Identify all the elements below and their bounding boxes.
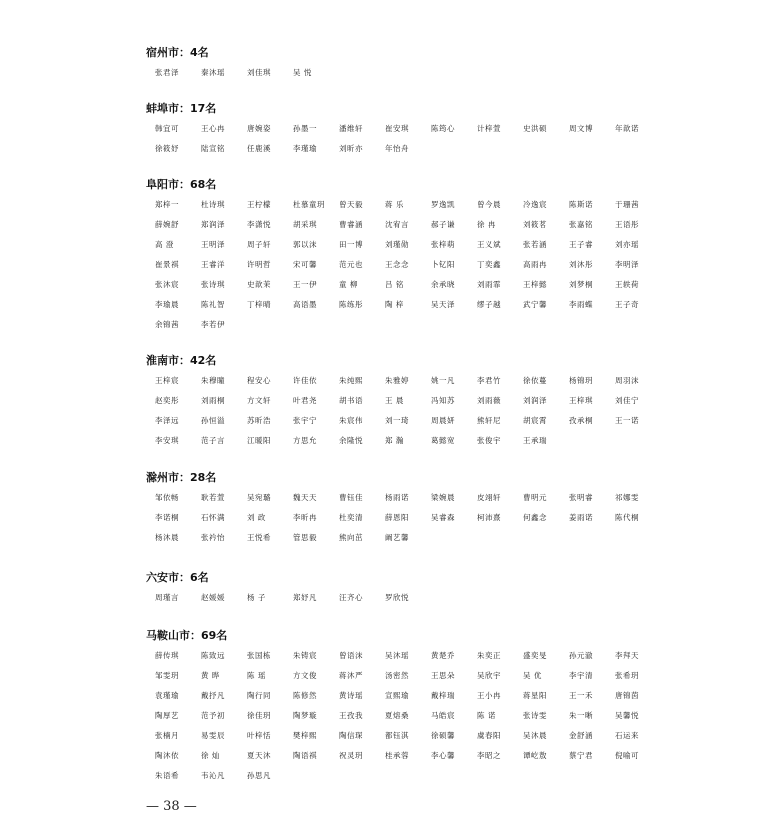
name-grid bbox=[155, 588, 661, 608]
person-name: 蒋 乐 bbox=[385, 200, 404, 209]
person-name: 樊梓熙 bbox=[293, 731, 317, 740]
person-name: 张诗琪 bbox=[201, 280, 225, 289]
person-name: 唐锦茵 bbox=[615, 691, 639, 700]
person-name: 王 晨 bbox=[385, 396, 404, 405]
person-name: 任鹿溪 bbox=[247, 144, 271, 153]
section-chuzhou bbox=[146, 470, 661, 548]
person-name: 唐婉姿 bbox=[247, 124, 271, 133]
person-name: 戴梓瑞 bbox=[431, 691, 455, 700]
person-name: 陈修然 bbox=[293, 691, 317, 700]
person-name: 李君竹 bbox=[477, 376, 501, 385]
person-name: 苏昕浩 bbox=[247, 416, 271, 425]
person-name: 丁梓晴 bbox=[247, 300, 271, 309]
person-name: 陶 梓 bbox=[385, 300, 404, 309]
person-name: 刘 政 bbox=[247, 513, 266, 522]
person-name: 刘一琦 bbox=[385, 416, 409, 425]
person-name: 罗欣悦 bbox=[385, 593, 409, 602]
person-name: 郑润泽 bbox=[201, 220, 225, 229]
person-name: 王睿洋 bbox=[201, 260, 225, 269]
person-name: 柯沛熹 bbox=[477, 513, 501, 522]
person-name: 何鑫念 bbox=[523, 513, 547, 522]
person-name: 吴欣宇 bbox=[477, 671, 501, 680]
person-name: 李若伊 bbox=[201, 320, 225, 329]
person-name: 徐佳玥 bbox=[247, 711, 271, 720]
person-name: 于珊茜 bbox=[615, 200, 639, 209]
person-name: 武宁馨 bbox=[523, 300, 547, 309]
person-name: 方文轩 bbox=[247, 396, 271, 405]
person-name: 陶梦璇 bbox=[293, 711, 317, 720]
person-name: 王梓宸 bbox=[155, 376, 179, 385]
person-name: 陈 诺 bbox=[477, 711, 496, 720]
person-name: 孙恒溢 bbox=[201, 416, 225, 425]
section-heading: 滁州市：28名 bbox=[146, 471, 217, 484]
person-name: 李泽远 bbox=[155, 416, 179, 425]
person-name: 吴宛璐 bbox=[247, 493, 271, 502]
person-name: 曹钰佳 bbox=[339, 493, 363, 502]
person-name: 周羽沫 bbox=[615, 376, 639, 385]
person-name: 刘佳宁 bbox=[615, 396, 639, 405]
person-name: 王一伊 bbox=[293, 280, 317, 289]
person-name: 余锦茜 bbox=[155, 320, 179, 329]
person-name: 曹明元 bbox=[523, 493, 547, 502]
person-name: 刘瑾勋 bbox=[385, 240, 409, 249]
person-name: 孙元澈 bbox=[569, 651, 593, 660]
person-name: 李宇清 bbox=[569, 671, 593, 680]
person-name: 王思朵 bbox=[431, 671, 455, 680]
person-name: 刘沐彤 bbox=[569, 260, 593, 269]
person-name: 杜诗琪 bbox=[201, 200, 225, 209]
person-name: 张明睿 bbox=[569, 493, 593, 502]
person-name: 陶信琛 bbox=[339, 731, 363, 740]
person-name: 刘昕亦 bbox=[339, 144, 363, 153]
person-name: 宋可馨 bbox=[293, 260, 317, 269]
section-heading: 宿州市：4名 bbox=[146, 46, 209, 59]
section-maanshan bbox=[146, 628, 661, 786]
person-name: 李诺桐 bbox=[155, 513, 179, 522]
person-name: 叶梓恬 bbox=[247, 731, 271, 740]
person-name: 葛懿宽 bbox=[431, 436, 455, 445]
person-name: 陈筠心 bbox=[431, 124, 455, 133]
name-grid bbox=[155, 119, 661, 159]
person-name: 张国栋 bbox=[247, 651, 271, 660]
person-name: 刘雨霏 bbox=[477, 280, 501, 289]
person-name: 吴沐晨 bbox=[523, 731, 547, 740]
person-name: 梁婉晨 bbox=[431, 493, 455, 502]
person-name: 虞春阳 bbox=[477, 731, 501, 740]
person-name: 江暖阳 bbox=[247, 436, 271, 445]
person-name: 吴 悦 bbox=[293, 68, 312, 77]
person-name: 徐 冉 bbox=[477, 220, 496, 229]
person-name: 张楠月 bbox=[155, 731, 179, 740]
person-name: 朱语希 bbox=[155, 771, 179, 780]
person-name: 崔安琪 bbox=[385, 124, 409, 133]
person-name: 杜奕清 bbox=[339, 513, 363, 522]
person-name: 郝子谦 bbox=[431, 220, 455, 229]
person-name: 余承晓 bbox=[431, 280, 455, 289]
person-name: 王子睿 bbox=[569, 240, 593, 249]
person-name: 胡宸霄 bbox=[523, 416, 547, 425]
person-name: 王语彤 bbox=[615, 220, 639, 229]
person-name: 皮翊轩 bbox=[477, 493, 501, 502]
person-name: 蔡宁君 bbox=[569, 751, 593, 760]
person-name: 陶沐依 bbox=[155, 751, 179, 760]
person-name: 高雨冉 bbox=[523, 260, 547, 269]
person-name: 陈 瑶 bbox=[247, 671, 266, 680]
person-name: 薛婉舒 bbox=[155, 220, 179, 229]
person-name: 张若涵 bbox=[523, 240, 547, 249]
person-name: 耿若萱 bbox=[201, 493, 225, 502]
person-name: 余隆悦 bbox=[339, 436, 363, 445]
person-name: 蒋星阳 bbox=[523, 691, 547, 700]
person-name: 薛传琪 bbox=[155, 651, 179, 660]
person-name: 谭屹敖 bbox=[523, 751, 547, 760]
person-name: 王承瑞 bbox=[523, 436, 547, 445]
person-name: 范子言 bbox=[201, 436, 225, 445]
person-name: 陈礼智 bbox=[201, 300, 225, 309]
person-name: 韩宜可 bbox=[155, 124, 179, 133]
person-name: 陶语祺 bbox=[293, 751, 317, 760]
person-name: 王梓懿 bbox=[523, 280, 547, 289]
person-name: 李心馨 bbox=[431, 751, 455, 760]
person-name: 吴天泽 bbox=[431, 300, 455, 309]
person-name: 朱雅婷 bbox=[385, 376, 409, 385]
person-name: 朱一晰 bbox=[569, 711, 593, 720]
section-heading: 六安市：6名 bbox=[146, 571, 209, 584]
person-name: 祝灵玥 bbox=[339, 751, 363, 760]
person-name: 邹依畅 bbox=[155, 493, 179, 502]
person-name: 李安琪 bbox=[155, 436, 179, 445]
person-name: 刘筱茗 bbox=[523, 220, 547, 229]
person-name: 王心冉 bbox=[201, 124, 225, 133]
person-name: 袁瑾瑜 bbox=[155, 691, 179, 700]
person-name: 胡书语 bbox=[339, 396, 363, 405]
person-name: 朱纯熙 bbox=[339, 376, 363, 385]
person-name: 高语墨 bbox=[293, 300, 317, 309]
person-name: 年歆诺 bbox=[615, 124, 639, 133]
person-name: 崔景祺 bbox=[155, 260, 179, 269]
person-name: 范元也 bbox=[339, 260, 363, 269]
person-name: 王义斌 bbox=[477, 240, 501, 249]
person-name: 张嘉铭 bbox=[569, 220, 593, 229]
person-name: 王念念 bbox=[385, 260, 409, 269]
person-name: 李瑾瑜 bbox=[293, 144, 317, 153]
person-name: 朱铸宸 bbox=[293, 651, 317, 660]
section-heading: 阜阳市：68名 bbox=[146, 178, 217, 191]
person-name: 罗逸凯 bbox=[431, 200, 455, 209]
person-name: 徐依蔓 bbox=[523, 376, 547, 385]
section-huainan bbox=[146, 353, 661, 451]
person-name: 年怡舟 bbox=[385, 144, 409, 153]
person-name: 王梓琪 bbox=[569, 396, 593, 405]
person-name: 蒋沐严 bbox=[339, 671, 363, 680]
person-name: 计梓萱 bbox=[477, 124, 501, 133]
section-fuyang bbox=[146, 177, 661, 335]
person-name: 王明泽 bbox=[201, 240, 225, 249]
person-name: 徐硕馨 bbox=[431, 731, 455, 740]
person-name: 吕 铭 bbox=[385, 280, 404, 289]
person-name: 祁娜雯 bbox=[615, 493, 639, 502]
person-name: 张希玥 bbox=[615, 671, 639, 680]
person-name: 刘雨桐 bbox=[201, 396, 225, 405]
person-name: 冯知苏 bbox=[431, 396, 455, 405]
person-name: 方思允 bbox=[293, 436, 317, 445]
person-name: 高 澄 bbox=[155, 240, 174, 249]
person-name: 戴抒凡 bbox=[201, 691, 225, 700]
person-name: 周子轩 bbox=[247, 240, 271, 249]
person-name: 胡采琪 bbox=[293, 220, 317, 229]
name-grid bbox=[155, 488, 661, 548]
person-name: 张君泽 bbox=[155, 68, 179, 77]
person-name: 史洪硕 bbox=[523, 124, 547, 133]
person-name: 许明哲 bbox=[247, 260, 271, 269]
person-name: 陈代桐 bbox=[615, 513, 639, 522]
person-name: 王悦希 bbox=[247, 533, 271, 542]
section-heading: 马鞍山市：69名 bbox=[146, 629, 228, 642]
person-name: 邹雯玥 bbox=[155, 671, 179, 680]
person-name: 孜承桐 bbox=[569, 416, 593, 425]
person-name: 夏熔桑 bbox=[385, 711, 409, 720]
person-name: 张衿怡 bbox=[201, 533, 225, 542]
person-name: 易雯辰 bbox=[201, 731, 225, 740]
person-name: 姚一凡 bbox=[431, 376, 455, 385]
section-heading: 蚌埠市：17名 bbox=[146, 102, 217, 115]
person-name: 刘亦瑶 bbox=[615, 240, 639, 249]
section-luan bbox=[146, 570, 661, 608]
name-grid bbox=[155, 63, 661, 83]
person-name: 张沐宸 bbox=[155, 280, 179, 289]
person-name: 李雨蝶 bbox=[569, 300, 593, 309]
person-name: 王一诺 bbox=[615, 416, 639, 425]
person-name: 王柠檬 bbox=[247, 200, 271, 209]
person-name: 朱穆瞳 bbox=[201, 376, 225, 385]
person-name: 王孜我 bbox=[339, 711, 363, 720]
person-name: 刘梦桐 bbox=[569, 280, 593, 289]
person-name: 吴 优 bbox=[523, 671, 542, 680]
person-name: 陈练彤 bbox=[339, 300, 363, 309]
person-name: 黄 晔 bbox=[201, 671, 220, 680]
person-name: 李昕冉 bbox=[293, 513, 317, 522]
person-name: 李明泽 bbox=[615, 260, 639, 269]
person-name: 张俊宇 bbox=[477, 436, 501, 445]
person-name: 薛恩阳 bbox=[385, 513, 409, 522]
person-name: 赵奕彤 bbox=[155, 396, 179, 405]
person-name: 刘润泽 bbox=[523, 396, 547, 405]
person-name: 杨 子 bbox=[247, 593, 266, 602]
person-name: 吴馨悦 bbox=[615, 711, 639, 720]
person-name: 黄诗瑶 bbox=[339, 691, 363, 700]
person-name: 熊向茁 bbox=[339, 533, 363, 542]
person-name: 曾天毅 bbox=[339, 200, 363, 209]
person-name: 杨沐晨 bbox=[155, 533, 179, 542]
person-name: 倪喻可 bbox=[615, 751, 639, 760]
person-name: 周瑾言 bbox=[155, 593, 179, 602]
person-name: 缪子越 bbox=[477, 300, 501, 309]
person-name: 徐筱妤 bbox=[155, 144, 179, 153]
person-name: 陈斯诺 bbox=[569, 200, 593, 209]
person-name: 陆宣铭 bbox=[201, 144, 225, 153]
person-name: 郭以沫 bbox=[293, 240, 317, 249]
person-name: 朱宸伟 bbox=[339, 416, 363, 425]
person-name: 程安心 bbox=[247, 376, 271, 385]
person-name: 阚艺馨 bbox=[385, 533, 409, 542]
person-name: 熊轩尼 bbox=[477, 416, 501, 425]
person-name: 李昭之 bbox=[477, 751, 501, 760]
person-name: 冷逸宸 bbox=[523, 200, 547, 209]
name-grid bbox=[155, 646, 661, 786]
person-name: 丁奕鑫 bbox=[477, 260, 501, 269]
person-name: 杨雨诺 bbox=[385, 493, 409, 502]
person-name: 王一禾 bbox=[569, 691, 593, 700]
person-name: 马皓宸 bbox=[431, 711, 455, 720]
name-grid bbox=[155, 195, 661, 335]
person-name: 杜慕童玥 bbox=[293, 200, 325, 209]
person-name: 夏天沐 bbox=[247, 751, 271, 760]
person-name: 宣熙瑜 bbox=[385, 691, 409, 700]
name-grid bbox=[155, 371, 661, 451]
page-number: — 38 — bbox=[146, 799, 197, 814]
person-name: 桂承蓉 bbox=[385, 751, 409, 760]
person-name: 曾今晨 bbox=[477, 200, 501, 209]
person-name: 盛奕旻 bbox=[523, 651, 547, 660]
person-name: 李瑜晨 bbox=[155, 300, 179, 309]
person-name: 曾语沫 bbox=[339, 651, 363, 660]
person-name: 孙墨一 bbox=[293, 124, 317, 133]
person-name: 卜钇阳 bbox=[431, 260, 455, 269]
person-name: 秦沐瑶 bbox=[201, 68, 225, 77]
person-name: 刘佳琪 bbox=[247, 68, 271, 77]
section-bengbu bbox=[146, 101, 661, 159]
person-name: 都钰淇 bbox=[385, 731, 409, 740]
person-name: 赵媛媛 bbox=[201, 593, 225, 602]
person-name: 郑梓一 bbox=[155, 200, 179, 209]
person-name: 叶君尧 bbox=[293, 396, 317, 405]
person-name: 吴沐瑶 bbox=[385, 651, 409, 660]
person-name: 郑 瀚 bbox=[385, 436, 404, 445]
person-name: 韦沁凡 bbox=[201, 771, 225, 780]
person-name: 李拜天 bbox=[615, 651, 639, 660]
person-name: 潘维轩 bbox=[339, 124, 363, 133]
person-name: 王小冉 bbox=[477, 691, 501, 700]
section-suzhou bbox=[146, 45, 661, 83]
person-name: 姜雨诺 bbox=[569, 513, 593, 522]
person-name: 许佳依 bbox=[293, 376, 317, 385]
person-name: 周晨妍 bbox=[431, 416, 455, 425]
person-name: 陈致远 bbox=[201, 651, 225, 660]
person-name: 魏天天 bbox=[293, 493, 317, 502]
person-name: 陶厚艺 bbox=[155, 711, 179, 720]
person-name: 张梓萌 bbox=[431, 240, 455, 249]
person-name: 田一博 bbox=[339, 240, 363, 249]
section-heading: 淮南市：42名 bbox=[146, 354, 217, 367]
person-name: 朱奕正 bbox=[477, 651, 501, 660]
person-name: 管思毅 bbox=[293, 533, 317, 542]
person-name: 吴睿森 bbox=[431, 513, 455, 522]
person-name: 童 柳 bbox=[339, 280, 358, 289]
person-name: 郑妤凡 bbox=[293, 593, 317, 602]
person-name: 孙思凡 bbox=[247, 771, 271, 780]
person-name: 张诗雯 bbox=[523, 711, 547, 720]
person-name: 曹睿涵 bbox=[339, 220, 363, 229]
person-name: 史歆茉 bbox=[247, 280, 271, 289]
person-name: 汤密然 bbox=[385, 671, 409, 680]
person-name: 汪齐心 bbox=[339, 593, 363, 602]
person-name: 方文俊 bbox=[293, 671, 317, 680]
person-name: 沈宥言 bbox=[385, 220, 409, 229]
person-name: 黄楚乔 bbox=[431, 651, 455, 660]
person-name: 李潇悦 bbox=[247, 220, 271, 229]
person-name: 杨锦玥 bbox=[569, 376, 593, 385]
person-name: 张宇宁 bbox=[293, 416, 317, 425]
person-name: 石运来 bbox=[615, 731, 639, 740]
person-name: 刘雨薇 bbox=[477, 396, 501, 405]
person-name: 王子奇 bbox=[615, 300, 639, 309]
person-name: 王轶荷 bbox=[615, 280, 639, 289]
person-name: 周文博 bbox=[569, 124, 593, 133]
person-name: 范予初 bbox=[201, 711, 225, 720]
person-name: 金舒涵 bbox=[569, 731, 593, 740]
person-name: 陶行同 bbox=[247, 691, 271, 700]
person-name: 石怀满 bbox=[201, 513, 225, 522]
person-name: 徐 灿 bbox=[201, 751, 220, 760]
